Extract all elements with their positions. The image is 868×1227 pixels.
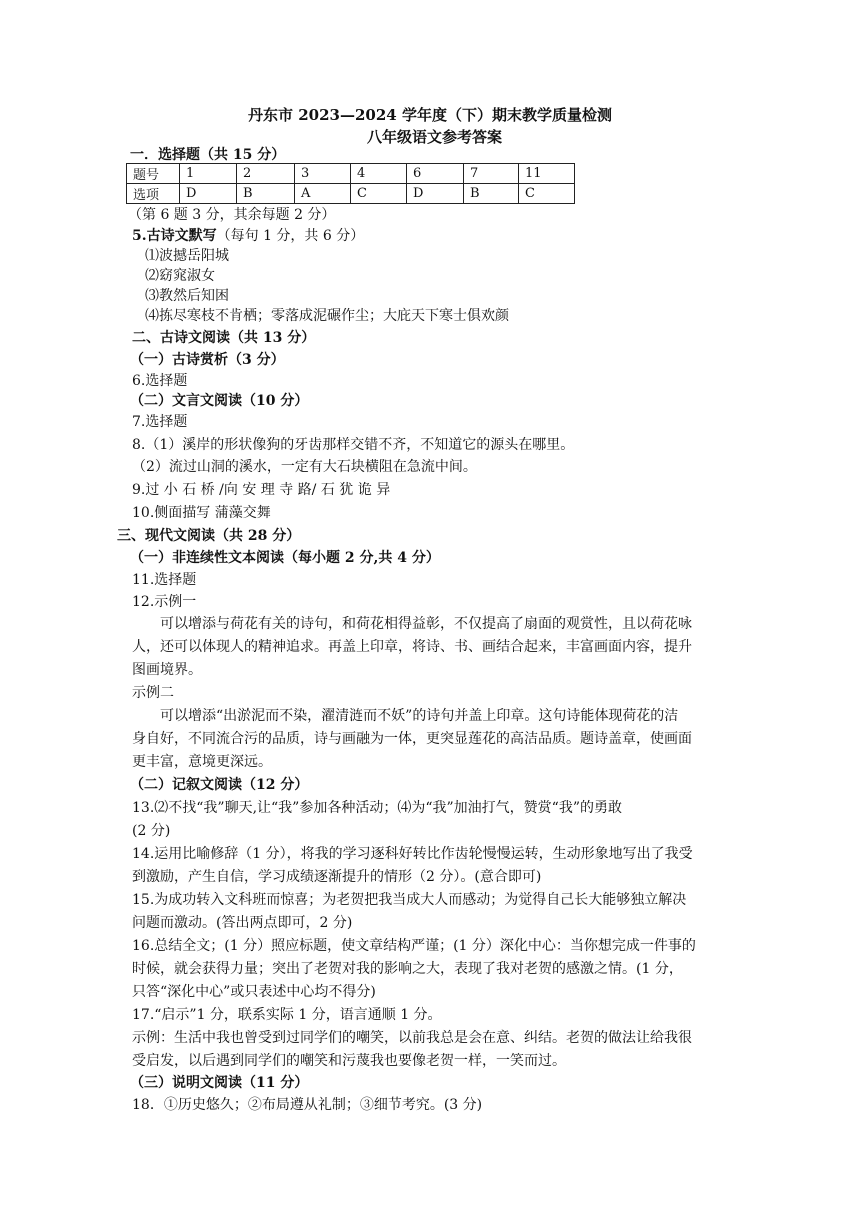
q17-example-line: 受启发，以后遇到同学们的嘲笑和污蔑我也要像老贺一样，一笑而过。 (132, 1053, 566, 1069)
q5-line (132, 226, 364, 246)
table-cell: 1 (180, 164, 237, 184)
q5-item: ⑵窈窕淑女 (145, 268, 215, 284)
q16-line: 16.总结全文；(1 分）照应标题，使文章结构严谨；(1 分）深化中心：当你想完成一件事的 (132, 938, 696, 954)
table-cell: B (237, 184, 295, 204)
q12-line: 12.示例一 (132, 594, 197, 610)
section3-heading: 三、现代文阅读（共 28 分） (117, 528, 301, 544)
q15-line: 15.为成功转入文科班而惊喜；为老贺把我当成大人而感动；为觉得自己长大能够独立解决 (132, 892, 687, 908)
q13-line: (2 分) (132, 823, 171, 839)
q18-line: 18．①历史悠久；②布局遵从礼制；③细节考究。(3 分) (132, 1097, 483, 1113)
example2-line: 可以增添“出淤泥而不染，濯清涟而不妖”的诗句并盖上印章。这句诗能体现荷花的洁 (160, 708, 679, 724)
q5-item: ⑷拣尽寒枝不肯栖；零落成泥碾作尘；大庇天下寒士俱欢颜 (145, 308, 509, 324)
table-cell: D (180, 184, 237, 204)
q5-label: 5.古诗文默写 (132, 228, 217, 244)
q13-line: 13.⑵不找“我”聊天,让“我”参加各种活动；⑷为“我”加油打气，赞赏“我”的勇敢 (132, 800, 622, 816)
table-cell: 4 (351, 164, 407, 184)
q14-line: 14.运用比喻修辞（1 分），将我的学习逐科好转比作齿轮慢慢运转，生动形象地写出了我受 (132, 846, 693, 862)
q16-line: 只答“深化中心”或只表述中心均不得分) (132, 984, 376, 1000)
q9-line: 9.过 小 石 桥 /向 安 理 寺 路/ 石 犹 诡 异 (132, 482, 391, 498)
section3-sub3: （三）说明文阅读（11 分） (130, 1075, 309, 1091)
table-cell: C (351, 184, 407, 204)
q11-line: 11.选择题 (132, 572, 197, 588)
section1-heading: 一．选择题（共 15 分） (130, 147, 286, 163)
q8-line-1: 8.（1）溪岸的形状像狗的牙齿那样交错不齐，不知道它的源头在哪里。 (132, 437, 575, 453)
score-note: （第 6 题 3 分，其余每题 2 分） (128, 207, 336, 223)
table-cell: C (519, 184, 575, 204)
table-row-label: 题号 (127, 164, 180, 184)
section2-sub2: （二）文言文阅读（10 分） (130, 393, 309, 409)
q16-line: 时候，就会获得力量；突出了老贺对我的影响之大，表现了我对老贺的感激之情。(1 分， (132, 961, 683, 977)
q10-line: 10.侧面描写 蒲藻交舞 (132, 505, 271, 521)
example1-line: 可以增添与荷花有关的诗句，和荷花相得益彰，不仅提高了扇面的观赏性，且以荷花咏 (160, 616, 692, 632)
q14-line: 到激励，产生自信，学习成绩逐渐提升的情形（2 分）。(意合即可) (132, 869, 542, 885)
doc-title: 丹东市 2023—2024 学年度（下）期末教学质量检测 (248, 106, 612, 124)
example2-line: 更丰富，意境更深远。 (132, 754, 272, 770)
q17-line: 17.“启示”1 分，联系实际 1 分，语言通顺 1 分。 (132, 1007, 442, 1023)
section2-heading: 二、古诗文阅读（共 13 分） (132, 330, 316, 346)
q7-line: 7.选择题 (132, 414, 188, 430)
table-row-numbers (127, 164, 575, 184)
section3-sub1: （一）非连续性文本阅读（每小题 2 分,共 4 分） (130, 550, 440, 566)
table-cell: 2 (237, 164, 295, 184)
section3-sub2: （二）记叙文阅读（12 分） (130, 777, 309, 793)
table-row-answers (127, 184, 575, 204)
table-cell: A (295, 184, 351, 204)
example2-label: 示例二 (132, 685, 174, 701)
q17-example-line: 示例：生活中我也曾受到过同学们的嘲笑，以前我总是会在意、纠结。老贺的做法让给我很 (132, 1030, 692, 1046)
example2-line: 身自好，不同流合污的品质，诗与画融为一体，更突显莲花的高洁品质。题诗盖章，使画面 (132, 731, 692, 747)
q5-item: ⑶教然后知困 (145, 288, 229, 304)
q8-line-2: （2）流过山洞的溪水，一定有大石块横阻在急流中间。 (132, 459, 477, 475)
section2-sub1: （一）古诗赏析（3 分） (130, 352, 285, 368)
example1-line: 图画境界。 (132, 662, 202, 678)
table-cell: 6 (407, 164, 464, 184)
q5-score: （每句 1 分，共 6 分） (216, 228, 365, 244)
doc-subtitle: 八年级语文参考答案 (367, 128, 503, 146)
table-cell: 7 (464, 164, 519, 184)
table-cell: B (464, 184, 519, 204)
answer-table (126, 163, 575, 204)
table-cell: 3 (295, 164, 351, 184)
q5-item: ⑴波撼岳阳城 (145, 248, 229, 264)
table-cell: 11 (519, 164, 575, 184)
table-cell: D (407, 184, 464, 204)
q15-line: 问题而激动。(答出两点即可，2 分) (132, 915, 353, 931)
example1-line: 人，还可以体现人的精神追求。再盖上印章，将诗、书、画结合起来，丰富画面内容，提升 (132, 639, 692, 655)
q6-line: 6.选择题 (132, 373, 188, 389)
table-row-label: 选项 (127, 184, 180, 204)
